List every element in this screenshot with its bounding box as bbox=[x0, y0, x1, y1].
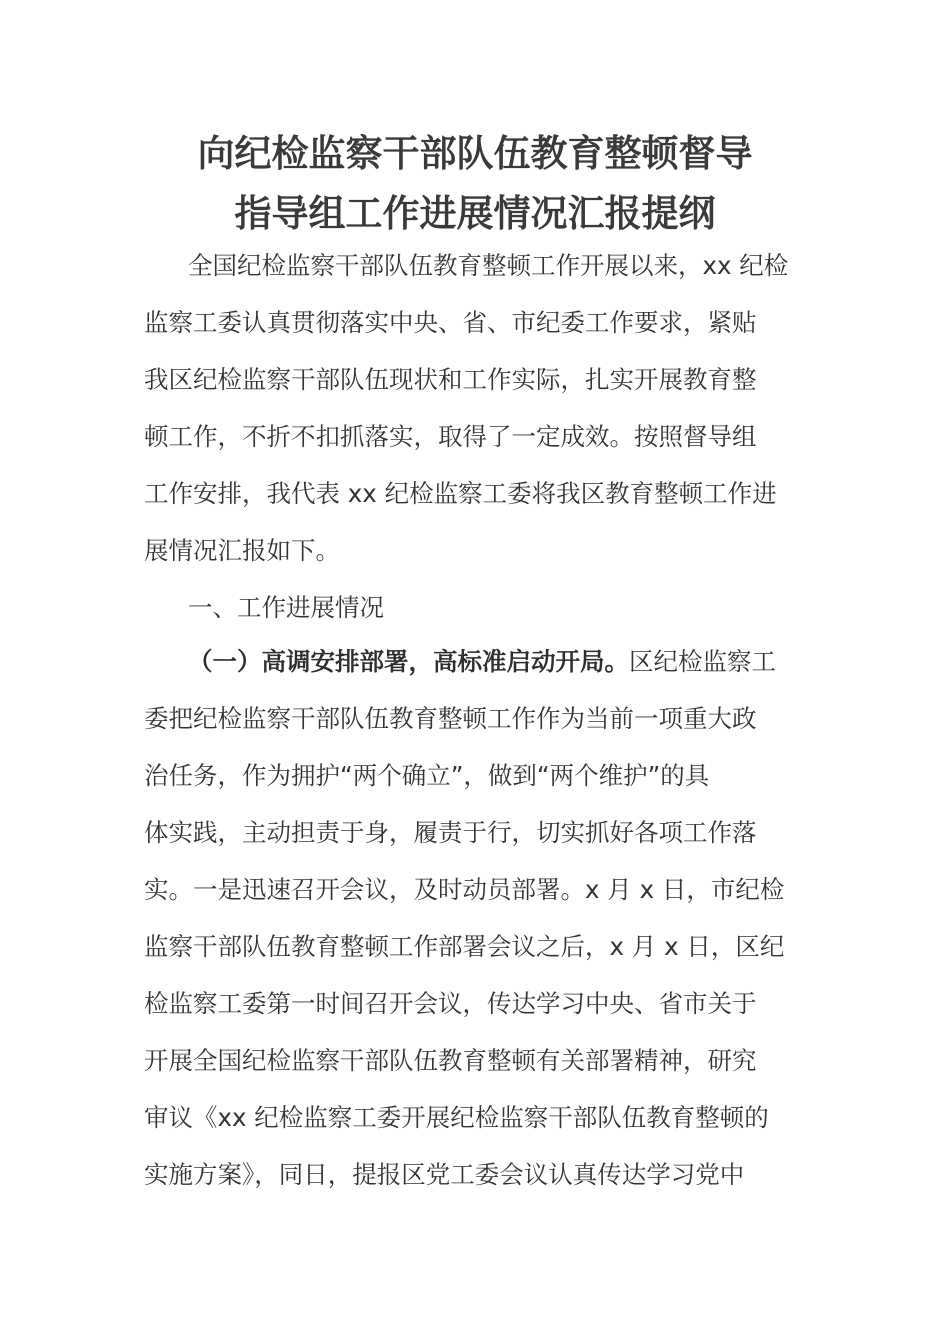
body-line-3: 体实践，主动担责于身，履责于行，切实抓好各项工作落 bbox=[144, 818, 757, 847]
intro-line-4: 顿工作，不折不扣抓落实，取得了一定成效。按照督导组 bbox=[144, 422, 757, 451]
intro-line-2: 监察工委认真贯彻落实中央、省、市纪委工作要求，紧贴 bbox=[144, 308, 757, 337]
intro-line-6: 展情况汇报如下。 bbox=[144, 536, 340, 565]
subsection-heading: （一）高调安排部署，高标准启动开局。 bbox=[188, 647, 629, 676]
document-title-line-1: 向纪检监察干部队伍教育整顿督导 bbox=[197, 132, 753, 175]
body-line-2: 治任务，作为拥护“两个确立”，做到“两个维护”的具 bbox=[144, 761, 710, 790]
intro-line-5: 工作安排，我代表 xx 纪检监察工委将我区教育整顿工作进 bbox=[144, 479, 777, 508]
section-heading: 一、工作进展情况 bbox=[188, 593, 384, 622]
intro-line-3: 我区纪检监察干部队伍现状和工作实际，扎实开展教育整 bbox=[144, 365, 757, 394]
subsection-first-line-text: 区纪检监察工 bbox=[629, 647, 776, 676]
body-line-1: 委把纪检监察干部队伍教育整顿工作作为当前一项重大政 bbox=[144, 704, 757, 733]
document-title-line-2: 指导组工作进展情况汇报提纲 bbox=[234, 192, 716, 235]
body-line-7: 开展全国纪检监察干部队伍教育整顿有关部署精神，研究 bbox=[144, 1046, 757, 1075]
body-line-4: 实。一是迅速召开会议，及时动员部署。x 月 x 日，市纪检 bbox=[144, 875, 785, 904]
body-line-6: 检监察工委第一时间召开会议，传达学习中央、省市关于 bbox=[144, 989, 757, 1018]
subsection-first-line bbox=[188, 644, 776, 680]
body-line-5: 监察干部队伍教育整顿工作部署会议之后，x 月 x 日，区纪 bbox=[144, 932, 785, 961]
intro-line-1: 全国纪检监察干部队伍教育整顿工作开展以来，xx 纪检 bbox=[188, 251, 789, 280]
body-line-9: 实施方案》，同日，提报区党工委会议认真传达学习党中 bbox=[144, 1160, 745, 1189]
body-line-8: 审议《xx 纪检监察工委开展纪检监察干部队伍教育整顿的 bbox=[144, 1103, 769, 1132]
